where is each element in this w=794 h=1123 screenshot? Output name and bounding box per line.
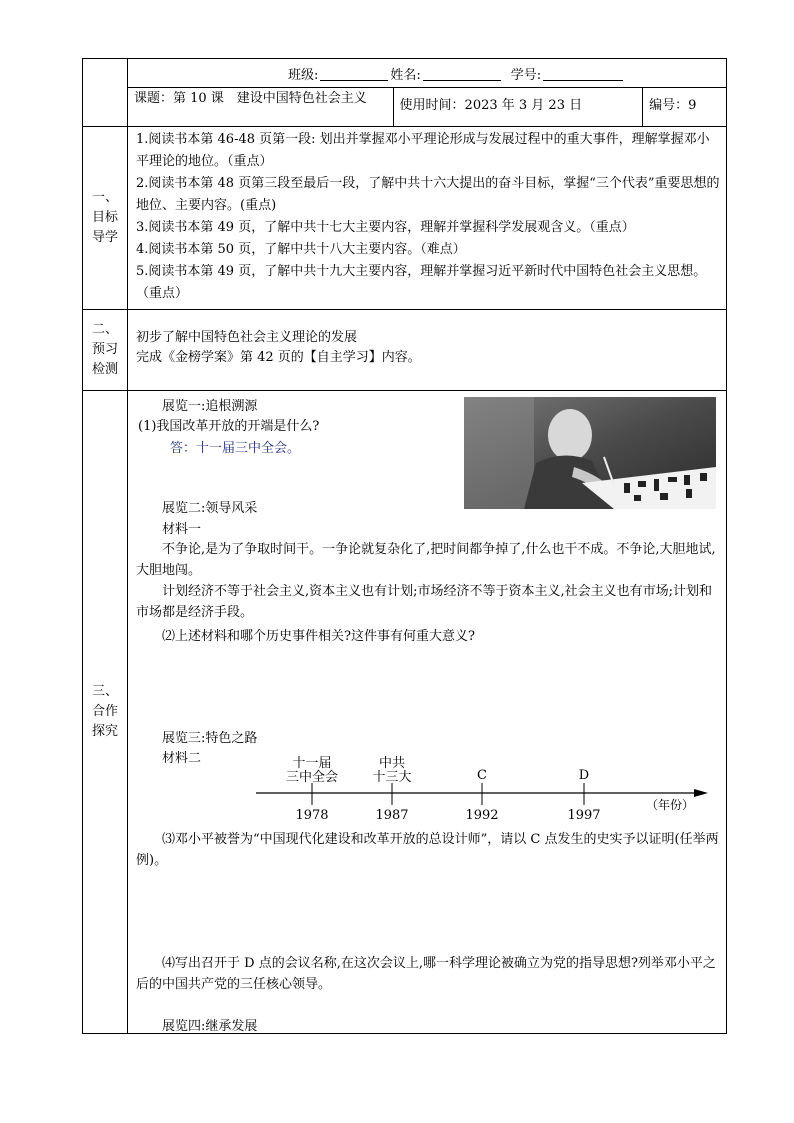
preview-line: 初步了解中国特色社会主义理论的发展 (136, 330, 358, 345)
exhibit-one-heading: 展览一:追根溯源 (162, 399, 258, 414)
name-label: 姓名: (390, 67, 421, 83)
section-two-content (128, 310, 727, 391)
class-label: 班级: (288, 67, 319, 83)
corner-cell (83, 59, 128, 127)
calligraphy-photo (464, 397, 716, 509)
question-three: ⑶邓小平被誉为“中国现代化建设和改革开放的总设计师”，请以 C 点发生的史实予以证明(任举两例)。 (136, 832, 719, 868)
event-1978-bottom: 三中全会 (285, 770, 339, 785)
event-1978-top: 十一届 (292, 756, 332, 771)
timeline-diagram (256, 753, 716, 823)
question-two: ⑵上述材料和哪个历史事件相关?这件事有何重大意义? (162, 629, 475, 644)
year-1992: 1992 (465, 808, 499, 823)
worksheet-table (82, 58, 727, 1034)
year-1997: 1997 (567, 808, 601, 823)
timeline-unit: （年份） (645, 798, 695, 812)
objective-item: 2.阅读书本第 48 页第三段至最后一段，了解中共十六大提出的奋斗目标，掌握“三个代表”重要思想的地位、主要内容。(重点) (136, 176, 720, 213)
section-three-content (128, 391, 727, 1034)
year-1978: 1978 (295, 808, 329, 823)
event-1997-label: D (578, 768, 590, 783)
objective-item: 5.阅读书本第 49 页，了解中共十九大主要内容，理解并掌握习近平新时代中国特色社会主义思想。（重点） (136, 264, 707, 301)
class-field[interactable] (320, 66, 388, 81)
material-two-label: 材料二 (162, 751, 202, 766)
worksheet (82, 58, 726, 1034)
objective-item: 4.阅读书本第 50 页，了解中共十八大主要内容。（难点） (136, 242, 466, 257)
meta-row (128, 88, 727, 127)
material-one-para-2: 计划经济不等于社会主义,资本主义也有计划;市场经济不等于资本主义,社会主义也有市场;计划和市场都是经济手段。 (136, 584, 713, 620)
date-cell: 使用时间：2023 年 3 月 23 日 (394, 88, 644, 126)
section-two-label: 二、 预习 检测 (83, 310, 128, 391)
exhibit-four-heading: 展览四:继承发展 (162, 1019, 258, 1034)
event-1987-top: 中共 (378, 756, 406, 771)
material-one-para-1: 不争论,是为了争取时间干。一争论就复杂化了,把时间都争掉了,什么也干不成。不争论,大胆地试,大胆地闯。 (136, 542, 716, 578)
topic-cell: 课题：第 10 课 建设中国特色社会主义 (128, 88, 394, 126)
preview-line: 完成《金榜学案》第 42 页的【自主学习】内容。 (136, 350, 421, 365)
student-info-row (128, 59, 727, 88)
question-one: (1)我国改革开放的开端是什么? (138, 419, 320, 434)
year-1987: 1987 (375, 808, 409, 823)
exhibit-three-heading: 展览三:特色之路 (162, 731, 258, 746)
section-three-label: 三、 合作 探究 (83, 391, 128, 1034)
number-cell: 编号：9 (649, 98, 697, 113)
exhibit-two-heading: 展览二:领导风采 (162, 501, 258, 516)
student-id-field[interactable] (543, 66, 623, 81)
material-one-label: 材料一 (162, 522, 202, 537)
answer-one: 答：十一届三中全会。 (170, 441, 301, 456)
student-id-label: 学号: (510, 67, 542, 83)
section-one-content (128, 127, 727, 310)
name-field[interactable] (423, 66, 501, 81)
question-four: ⑷写出召开于 D 点的会议名称,在这次会议上,哪一科学理论被确立为党的指导思想?列举邓小平之后的中国共产党的三任核心领导。 (136, 956, 716, 992)
event-1987-bottom: 十三大 (372, 770, 412, 785)
event-1992-label: C (477, 768, 487, 783)
objective-item: 1.阅读书本第 46-48 页第一段: 划出并掌握邓小平理论形成与发展过程中的重大事件，理解掌握邓小平理论的地位。（重点） (136, 132, 710, 169)
objective-item: 3.阅读书本第 49 页，了解中共十七大主要内容，理解并掌握科学发展观含义。（重点） (136, 220, 635, 235)
section-one-label: 一、 目标 导学 (83, 127, 128, 310)
